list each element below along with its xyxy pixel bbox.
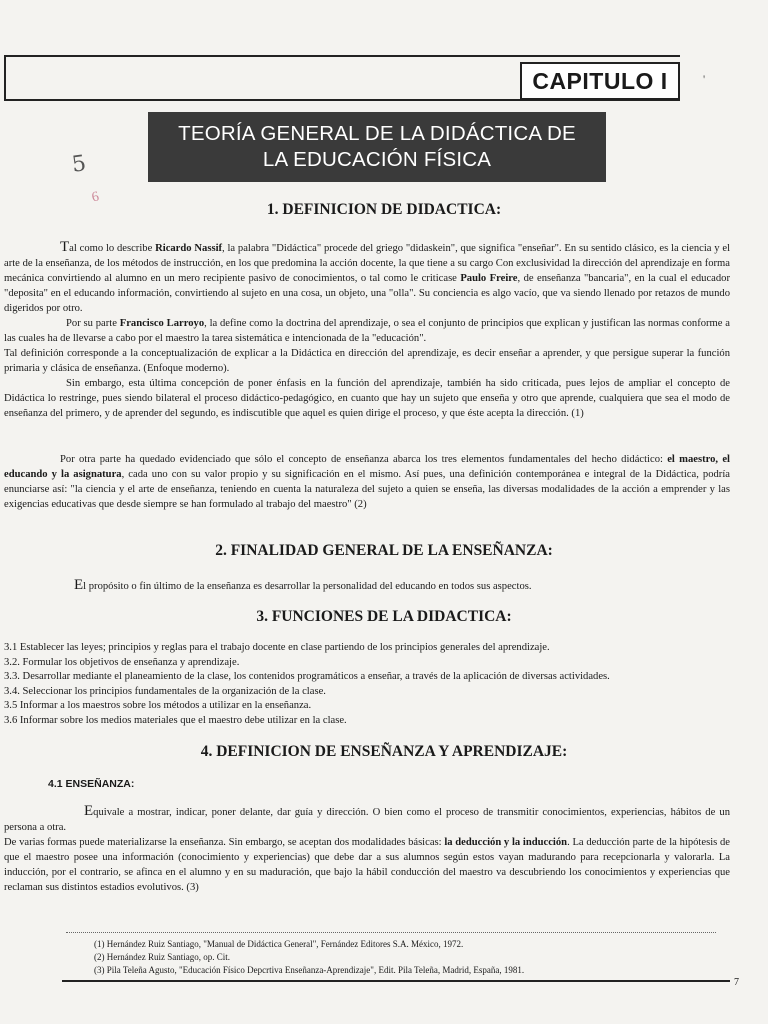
margin-mark: ' (703, 72, 706, 86)
functions-list (4, 641, 744, 729)
handwritten-mark: 6 (90, 189, 101, 206)
paragraph: De varias formas puede materializarse la enseñanza. Sin embargo, se aceptan dos modalidades básicas: la deducción y la inducción. La deducción parte de la hipótesis de que el maestro posee una información (conocimiento y experiencias) que debe dar a sus alumnos según estos vayan madurando para recepcionarla y valorarla. La inducción, por el contrario, se afinca en el alumno y en su maduración, que bajo la hábil conducción del maestro va descubriendo los conocimientos y experiencias que reclaman sus distintos estadios evolutivos. (3) (4, 837, 730, 893)
paragraph: Equivale a mostrar, indicar, poner delante, dar guía y dirección. O bien como el proceso de transmitir conocimientos, experiencias, hábitos de un persona a otra. (4, 803, 730, 833)
page-bottom-rule (62, 980, 730, 982)
list-item: 3.2. Formular los objetivos de enseñanza y aprendizaje. (4, 656, 240, 668)
drop-cap: E (74, 577, 84, 593)
drop-cap: E (84, 803, 94, 819)
section-4-title: 4. DEFINICION DE ENSEÑANZA Y APRENDIZAJE: (200, 743, 568, 760)
drop-cap: T (60, 239, 70, 255)
chapter-title-line-1: TEORÍA GENERAL DE LA DIDÁCTICA DE (178, 122, 576, 145)
footnote: (3) Pila Teleña Agusto, "Educación Físico Depcrtiva Enseñanza-Aprendizaje", Edit. Pila Teleña, Madrid, España, 1981. (94, 965, 525, 975)
list-item: 3.5 Informar a los maestros sobre los métodos a utilizar en la enseñanza. (4, 700, 312, 712)
paragraph: Por su parte Francisco Larroyo, la define como la doctrina del aprendizaje, o sea el conjunto de principios que explican y justifican las normas conforme a las cuales ha de llevarse a cabo por el maestro la tarea sistemática e intencionada de la "educación". (4, 318, 731, 344)
section-2-body (4, 578, 730, 594)
handwritten-mark: 5 (70, 151, 88, 178)
paragraph: Sin embargo, esta última concepción de poner énfasis en la función del aprendizaje, también ha sido criticada, pues lejos de ampliar el concepto de Didáctica lo restringe, pues siendo bilateral el proceso didáctico-pedagógico, en cuanto que hay un sujeto que enseña y otro que aprende, cualquiera que sea el modo de enseñanza del primero, y de aprender del segundo, es indiscutible que aquel es quien dirige el proceso, y que éste acepta la dirección. (1) (4, 378, 730, 419)
footnote: (2) Hernández Ruiz Santiago, op. Cit. (94, 952, 230, 962)
paragraph: Tal definición corresponde a la conceptualización de explicar a la Didáctica en dirección del aprendizaje, es decir enseñar a aprender, y que persigue superar la función primaria y clásica de enseñanza. (Enfoque moderno). (4, 348, 730, 374)
section-1-body (4, 240, 730, 421)
footnote: (1) Hernández Ruiz Santiago, "Manual de Didáctica General", Fernández Editores S.A. México, 1972. (94, 939, 464, 949)
chapter-label: CAPITULO I (520, 62, 680, 100)
section-1-title: 1. DEFINICION DE DIDACTICA: (266, 201, 502, 218)
list-item: 3.6 Informar sobre los medios materiales que el maestro debe utilizar en la clase. (4, 714, 347, 726)
subsection-title: 4.1 ENSEÑANZA: (48, 778, 135, 790)
author-name: Ricardo Nassif (155, 243, 223, 254)
section-2-title: 2. FINALIDAD GENERAL DE LA ENSEÑANZA: (215, 542, 553, 559)
chapter-title-banner (148, 112, 606, 182)
emphasis: la deducción y la inducción (444, 837, 568, 848)
list-item: 3.3. Desarrollar mediante el planeamiento de la clase, los contenidos programáticos a enseñar, a través de la aplicación de diversas actividades. (4, 671, 610, 683)
footnotes (94, 938, 524, 977)
paragraph: Por otra parte ha quedado evidenciado que sólo el concepto de enseñanza abarca los tres elementos fundamentales del hecho didáctico: el maestro, el educando y la asignatura, cada uno con su valor propio y su significación en el mismo. Así pues, una definición contemporánea e integral de la Didáctica, podría enunciarse así: "la ciencia y el arte de enseñanza, teniendo en cuenta la naturaleza del sujeto a quien se enseña, las diversas modalidades de la acción a emprender y las exigencias educativas que desde siempre se han formulado al trabajo del maestro" (2) (4, 454, 730, 510)
section-4-body (4, 804, 730, 895)
section-1-body-cont (4, 452, 730, 512)
section-3-title: 3. FUNCIONES DE LA DIDACTICA: (256, 608, 512, 625)
paragraph: El propósito o fin último de la enseñanza es desarrollar la personalidad del educando en todos sus aspectos. (74, 577, 532, 593)
list-item: 3.1 Establecer las leyes; principios y reglas para el trabajo docente en clase partiendo de los principios generales del aprendizaje. (4, 642, 550, 653)
author-name: Paulo Freire (460, 273, 518, 284)
page-number: 7 (734, 977, 739, 988)
paragraph: Tal como lo describe Ricardo Nassif, la palabra "Didáctica" procede del griego "didaskein", que significa "enseñar". En su sentido clásico, es la ciencia y el arte de la enseñanza, de los métodos de instrucción, en los que predomina la acción docente, la que tiene a su cargo Con exclusividad la dirección del aprendizaje en forma mecánica convirtiendo al alumno en un mero recipiente pasivo de conocimientos, o tal como le criticase Paulo Freire, de enseñanza "bancaria", en la cual el educador "deposita" en el educando información, convirtiendo al sujeto en una cosa, un objeto, una "olla". Su conciencia es algo vacío, que va siendo llenado por retazos de mundo digeridos por otro. (4, 239, 731, 314)
author-name: Francisco Larroyo (119, 318, 205, 329)
footnote-separator (66, 932, 716, 933)
list-item: 3.4. Seleccionar los principios fundamentales de la organización de la clase. (4, 685, 326, 697)
emphasis: el maestro, el educando y la asignatura (4, 454, 730, 480)
chapter-title-line-2: LA EDUCACIÓN FÍSICA (262, 148, 492, 171)
